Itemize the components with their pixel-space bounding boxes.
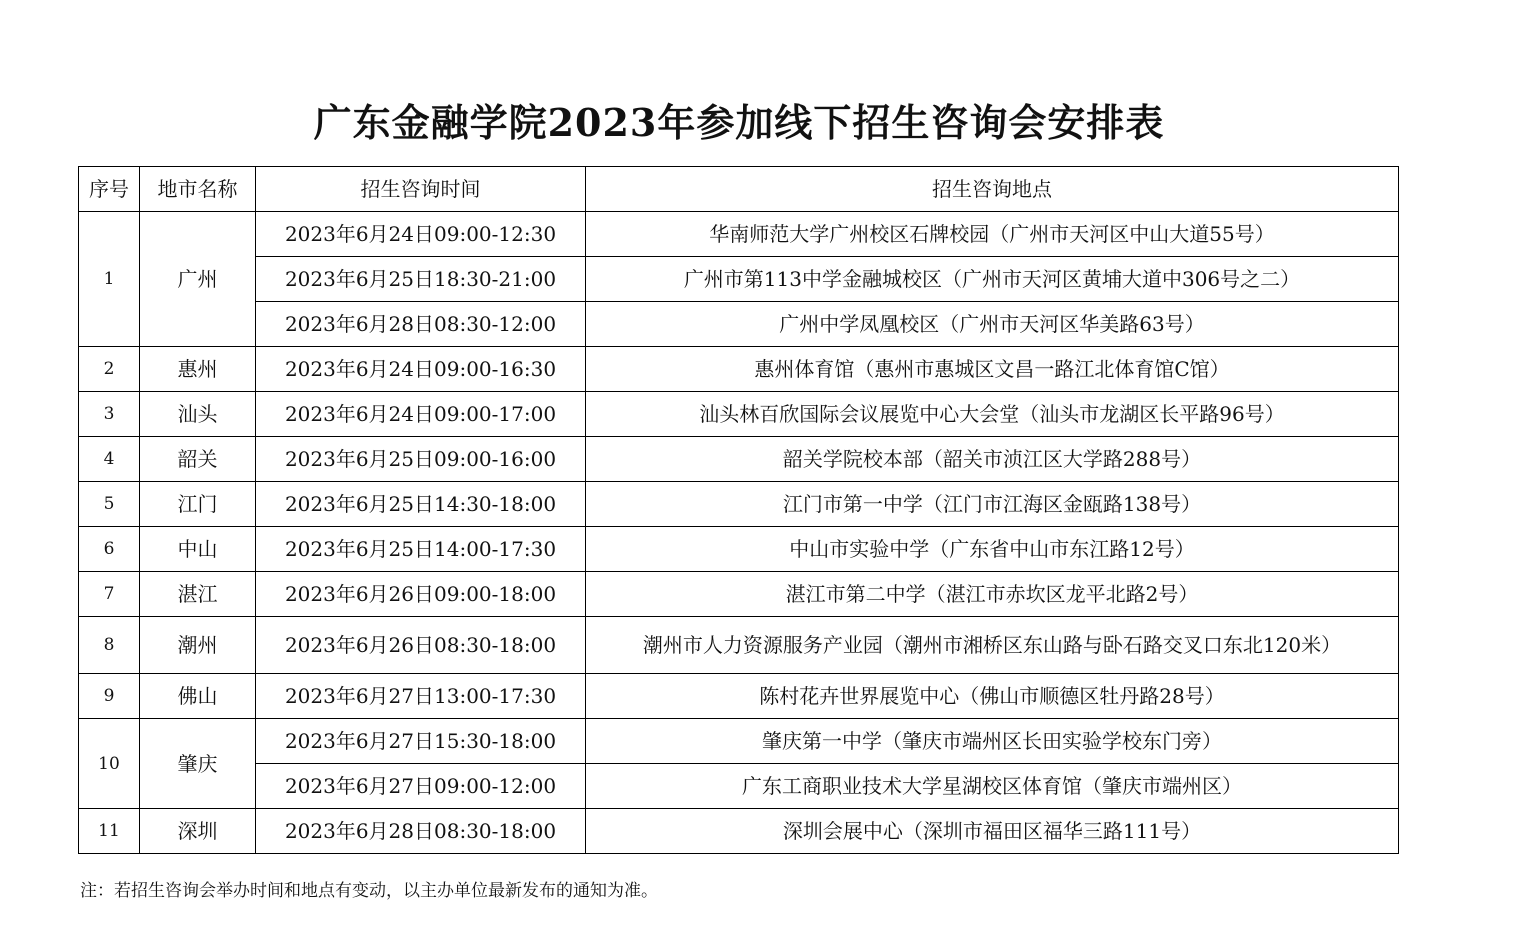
cell-time: 2023年6月25日14:00-17:30 <box>256 527 586 572</box>
table-row <box>79 809 1399 854</box>
cell-no: 5 <box>79 482 140 527</box>
table-row <box>79 347 1399 392</box>
cell-place: 湛江市第二中学（湛江市赤坎区龙平北路2号） <box>586 572 1399 617</box>
cell-city: 韶关 <box>140 437 256 482</box>
cell-place: 广州市第113中学金融城校区（广州市天河区黄埔大道中306号之二） <box>586 257 1399 302</box>
cell-time: 2023年6月25日14:30-18:00 <box>256 482 586 527</box>
cell-time: 2023年6月27日13:00-17:30 <box>256 674 586 719</box>
cell-city: 江门 <box>140 482 256 527</box>
cell-place: 江门市第一中学（江门市江海区金瓯路138号） <box>586 482 1399 527</box>
cell-place: 汕头林百欣国际会议展览中心大会堂（汕头市龙湖区长平路96号） <box>586 392 1399 437</box>
table-row <box>79 572 1399 617</box>
cell-no: 9 <box>79 674 140 719</box>
cell-city: 潮州 <box>140 617 256 674</box>
table-row <box>79 617 1399 674</box>
cell-place: 惠州体育馆（惠州市惠城区文昌一路江北体育馆C馆） <box>586 347 1399 392</box>
cell-city: 汕头 <box>140 392 256 437</box>
header-city: 地市名称 <box>140 167 256 212</box>
cell-time: 2023年6月27日15:30-18:00 <box>256 719 586 764</box>
header-place: 招生咨询地点 <box>586 167 1399 212</box>
cell-place: 广东工商职业技术大学星湖校区体育馆（肇庆市端州区） <box>586 764 1399 809</box>
cell-no: 3 <box>79 392 140 437</box>
table-row <box>79 764 1399 809</box>
cell-place: 华南师范大学广州校区石牌校园（广州市天河区中山大道55号） <box>586 212 1399 257</box>
table-row <box>79 719 1399 764</box>
cell-place: 肇庆第一中学（肇庆市端州区长田实验学校东门旁） <box>586 719 1399 764</box>
table-row <box>79 527 1399 572</box>
table-row <box>79 257 1399 302</box>
cell-no: 7 <box>79 572 140 617</box>
schedule-table <box>78 166 1399 854</box>
table-row <box>79 482 1399 527</box>
cell-time: 2023年6月25日09:00-16:00 <box>256 437 586 482</box>
cell-city: 佛山 <box>140 674 256 719</box>
cell-city: 深圳 <box>140 809 256 854</box>
cell-time: 2023年6月26日08:30-18:00 <box>256 617 586 674</box>
header-no: 序号 <box>79 167 140 212</box>
table-row <box>79 437 1399 482</box>
cell-time: 2023年6月28日08:30-12:00 <box>256 302 586 347</box>
cell-no: 10 <box>79 719 140 809</box>
cell-time: 2023年6月24日09:00-17:00 <box>256 392 586 437</box>
cell-time: 2023年6月26日09:00-18:00 <box>256 572 586 617</box>
cell-place: 潮州市人力资源服务产业园（潮州市湘桥区东山路与卧石路交叉口东北120米） <box>586 617 1399 674</box>
table-row <box>79 212 1399 257</box>
table-row <box>79 674 1399 719</box>
cell-no: 1 <box>79 212 140 347</box>
cell-place: 韶关学院校本部（韶关市浈江区大学路288号） <box>586 437 1399 482</box>
cell-no: 6 <box>79 527 140 572</box>
cell-place: 深圳会展中心（深圳市福田区福华三路111号） <box>586 809 1399 854</box>
cell-city: 肇庆 <box>140 719 256 809</box>
cell-no: 2 <box>79 347 140 392</box>
cell-place: 中山市实验中学（广东省中山市东江路12号） <box>586 527 1399 572</box>
table-row <box>79 392 1399 437</box>
header-time: 招生咨询时间 <box>256 167 586 212</box>
cell-place: 陈村花卉世界展览中心（佛山市顺德区牡丹路28号） <box>586 674 1399 719</box>
cell-city: 湛江 <box>140 572 256 617</box>
cell-city: 中山 <box>140 527 256 572</box>
cell-place: 广州中学凤凰校区（广州市天河区华美路63号） <box>586 302 1399 347</box>
cell-no: 11 <box>79 809 140 854</box>
cell-no: 4 <box>79 437 140 482</box>
cell-city: 惠州 <box>140 347 256 392</box>
table-row <box>79 302 1399 347</box>
cell-time: 2023年6月28日08:30-18:00 <box>256 809 586 854</box>
cell-city: 广州 <box>140 212 256 347</box>
cell-time: 2023年6月24日09:00-16:30 <box>256 347 586 392</box>
footnote: 注：若招生咨询会举办时间和地点有变动，以主办单位最新发布的通知为准。 <box>80 881 658 901</box>
cell-no: 8 <box>79 617 140 674</box>
cell-time: 2023年6月24日09:00-12:30 <box>256 212 586 257</box>
table-header-row <box>79 167 1399 212</box>
page-title: 广东金融学院2023年参加线下招生咨询会安排表 <box>313 100 1165 145</box>
cell-time: 2023年6月27日09:00-12:00 <box>256 764 586 809</box>
table-body <box>79 212 1399 854</box>
cell-time: 2023年6月25日18:30-21:00 <box>256 257 586 302</box>
